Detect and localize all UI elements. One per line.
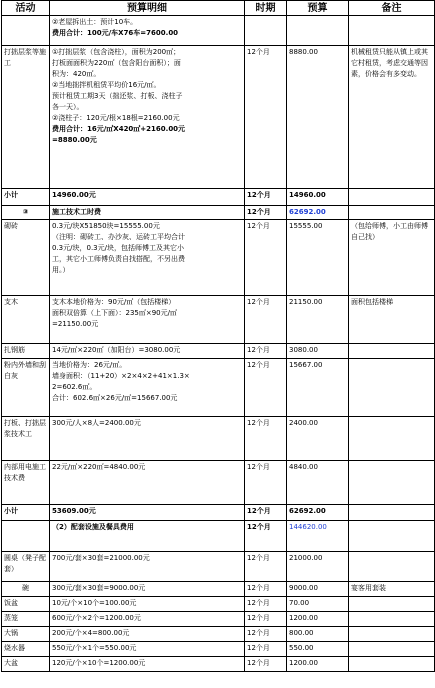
table-row [2,417,435,461]
table-row [2,627,435,642]
period-cell: 12个月 [245,582,287,597]
remarks-cell: 面积包括楼梯 [349,296,435,344]
budget-cell: 1200.00 [287,657,349,672]
detail-line: 用。） [52,266,70,274]
period-cell: 12个月 [245,189,287,206]
detail-line: 各一天）。 [52,103,84,111]
budget-cell: 800.00 [287,627,349,642]
detail-line: （注明：砌砖工、办沙灰、运砖工平均合计 [52,233,185,241]
activity-cell: 烧水器 [2,642,50,657]
table-row [2,296,435,344]
detail-line: 工，其它小工师傅负责自找搭配，不另出费 [52,255,185,263]
remarks-cell [349,359,435,417]
detail-line: 积为：420㎡。 [52,70,101,78]
detail-cell: 22元/㎡×220㎡=4840.00元 [50,461,245,505]
detail-cell: 200元/个×4=800.00元 [50,627,245,642]
detail-line: 打板面面积为220㎡（包含阳台面积）；面 [52,59,181,67]
table-row [2,16,435,46]
table-row [2,220,435,296]
remarks-cell [349,612,435,627]
budget-cell [287,16,349,46]
table-row [2,344,435,359]
period-cell: 12个月 [245,46,287,189]
budget-cell: 15555.00 [287,220,349,296]
subtotal-row [2,189,435,206]
budget-cell: 4840.00 [287,461,349,505]
period-cell: 12个月 [245,344,287,359]
remarks-cell [349,657,435,672]
activity-cell: 内部用电施工技术费 [2,461,50,505]
detail-line: 支木本地价格为：90元/㎡（包括楼梯） [52,298,176,306]
remarks-cell: （包给师傅，小工由师傅自己找） [349,220,435,296]
activity-cell: 碗 [2,582,50,597]
detail-line: 合计：602.6㎡×26元/㎡=15667.00元 [52,394,178,402]
detail-line: 当地价格为：26元/㎡。 [52,361,127,369]
period-cell: 12个月 [245,417,287,461]
detail-line: =8880.00元 [52,136,97,144]
remarks-cell [349,642,435,657]
activity-cell: 饭盆 [2,597,50,612]
activity-cell: 大锅 [2,627,50,642]
period-cell: 12个月 [245,521,287,552]
table-row [2,597,435,612]
detail-cell: （2）配套设施及餐具费用 [50,521,245,552]
budget-cell: 8880.00 [287,46,349,189]
budget-cell: 2400.00 [287,417,349,461]
detail-cell: 53609.00元 [50,505,245,521]
detail-cell: 施工技术工时费 [50,206,245,220]
table-row [2,552,435,582]
budget-cell: 14960.00 [287,189,349,206]
period-cell: 12个月 [245,612,287,627]
activity-cell: 打拙层浆等施工 [2,46,50,189]
remarks-cell [349,417,435,461]
header-activity: 活动 [2,1,50,16]
table-row [2,46,435,189]
detail-cell [50,296,245,344]
detail-cell [50,16,245,46]
detail-line: 0.3元/块X51850块=15555.00元 [52,222,160,230]
period-cell: 12个月 [245,627,287,642]
detail-cell: 550元/个×1个=550.00元 [50,642,245,657]
remarks-cell [349,627,435,642]
period-cell: 12个月 [245,597,287,612]
activity-cell: 砌砖 [2,220,50,296]
detail-cell [50,359,245,417]
activity-cell: 小计 [2,189,50,206]
remarks-cell [349,597,435,612]
period-cell: 12个月 [245,657,287,672]
activity-cell [2,521,50,552]
detail-line: ②老屋拆出土：预计10车。 [52,18,138,26]
remarks-cell [349,206,435,220]
period-cell: 12个月 [245,461,287,505]
period-cell: 12个月 [245,552,287,582]
detail-line: 0.3元/块，0.3元/块，包括师傅工及其它小 [52,244,184,252]
detail-line: 费用合计：16元/㎡X420㎡+2160.00元 [52,125,186,133]
budget-cell: 144620.00 [287,521,349,552]
budget-cell: 21150.00 [287,296,349,344]
activity-cell: ③ [2,206,50,220]
detail-line: ②浇柱子：120元/根×18根=2160.00元 [52,114,180,122]
table-row [2,612,435,627]
section-row [2,206,435,220]
activity-cell: 大盆 [2,657,50,672]
header-row [2,1,435,16]
budget-cell: 62692.00 [287,206,349,220]
budget-table [1,0,435,672]
remarks-cell [349,505,435,521]
remarks-cell [349,344,435,359]
detail-line: ②当地拙拌机租赁平均价16元/㎡。 [52,81,161,89]
detail-cell: 300元/人×8人=2400.00元 [50,417,245,461]
detail-line: 2=602.6㎡。 [52,383,97,391]
detail-cell: 600元/个×2个=1200.00元 [50,612,245,627]
section-row [2,521,435,552]
period-cell: 12个月 [245,206,287,220]
detail-line: 预计租赁工期3天（拙还浆、打板、浇柱子 [52,92,183,100]
detail-cell: 14960.00元 [50,189,245,206]
detail-cell: 300元/套×30套=9000.00元 [50,582,245,597]
period-cell: 12个月 [245,359,287,417]
detail-cell: 10元/个×10个=100.00元 [50,597,245,612]
activity-cell: 粉内外墙和刮白灰 [2,359,50,417]
table-row [2,359,435,417]
activity-cell: 小计 [2,505,50,521]
activity-cell: 支木 [2,296,50,344]
detail-cell: 700元/套×30套=21000.00元 [50,552,245,582]
budget-cell: 550.00 [287,642,349,657]
detail-line: 费用合计：100元/车X76车=7600.00 [52,29,179,37]
activity-cell [2,16,50,46]
header-remarks: 备注 [349,1,435,16]
budget-cell: 15667.00 [287,359,349,417]
budget-cell: 70.00 [287,597,349,612]
period-cell: 12个月 [245,296,287,344]
period-cell: 12个月 [245,642,287,657]
detail-cell: 14元/㎡×220㎡（加阳台）=3080.00元 [50,344,245,359]
remarks-cell [349,189,435,206]
detail-cell [50,46,245,189]
subtotal-row [2,505,435,521]
remarks-cell [349,521,435,552]
remarks-cell [349,552,435,582]
budget-cell: 1200.00 [287,612,349,627]
table-row [2,642,435,657]
budget-cell: 9000.00 [287,582,349,597]
detail-cell: 120元/个×10个=1200.00元 [50,657,245,672]
header-budget: 预算 [287,1,349,16]
activity-cell: 打板、打拙层浆技术工 [2,417,50,461]
budget-cell: 62692.00 [287,505,349,521]
activity-cell: 蒸笼 [2,612,50,627]
remarks-cell [349,16,435,46]
remarks-cell [349,461,435,505]
detail-line: 面积双倍算（上下面）：235㎡×90元/㎡ [52,309,177,317]
period-cell: 12个月 [245,505,287,521]
table-row [2,657,435,672]
detail-line: ①打拙层浆（包含浇柱），面积为200㎡； [52,48,181,56]
period-cell: 12个月 [245,220,287,296]
remarks-cell: 机械租赁只能从镇上或其它村租赁，考虑交通等因素，价格会有多变动。 [349,46,435,189]
period-cell [245,16,287,46]
header-period: 时期 [245,1,287,16]
activity-cell: 扎钢筋 [2,344,50,359]
detail-line: =21150.00元 [52,320,99,328]
budget-cell: 21000.00 [287,552,349,582]
budget-cell: 3080.00 [287,344,349,359]
header-detail: 预算明细 [50,1,245,16]
activity-cell: 圆桌（凳子配套） [2,552,50,582]
remarks-cell: 宴客用套装 [349,582,435,597]
detail-line: 墙身面积：（11+20）×2×4×2+41×1.3× [52,372,190,380]
table-row [2,582,435,597]
detail-cell [50,220,245,296]
table-row [2,461,435,505]
